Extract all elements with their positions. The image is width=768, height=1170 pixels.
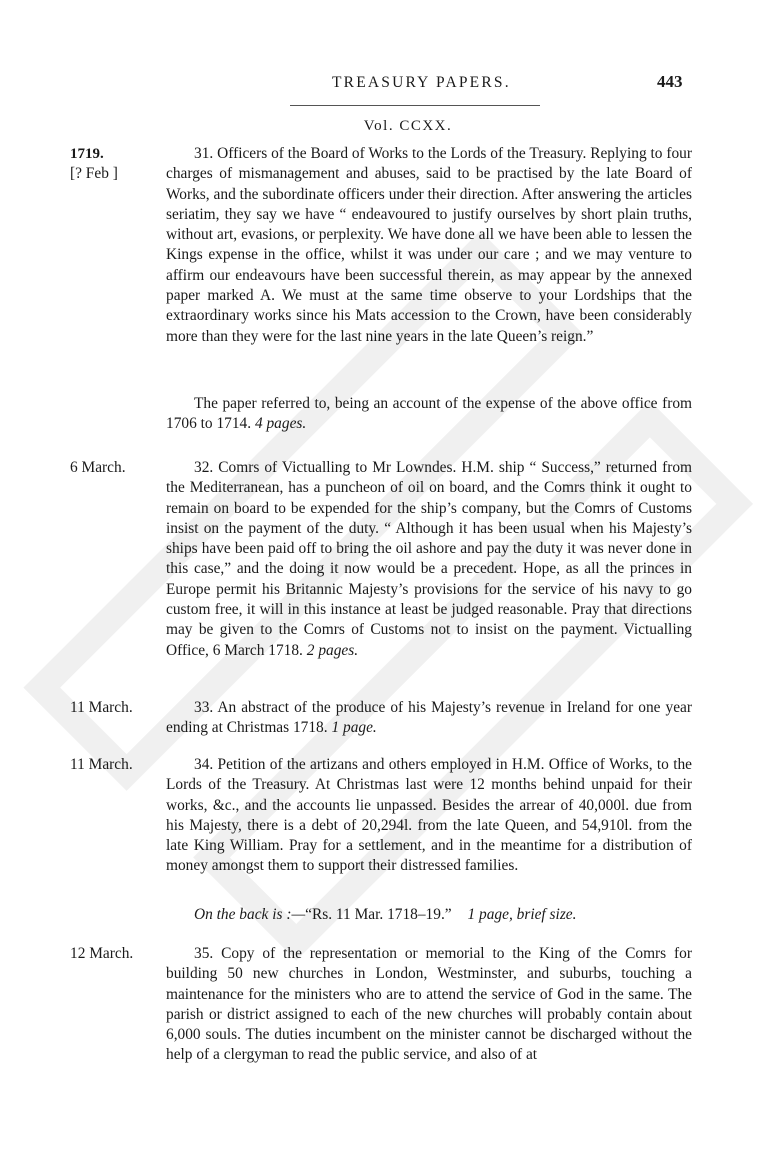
entry-date-day: [? Feb ] bbox=[70, 165, 118, 183]
page-number: 443 bbox=[657, 72, 683, 91]
entry-ref: 2 pages. bbox=[306, 641, 359, 659]
entry-note-ref: 4 pages. bbox=[254, 415, 307, 433]
page-header bbox=[0, 72, 768, 112]
entry-note-label: On the back is :— bbox=[194, 906, 306, 923]
entry-text-body: 33. An abstract of the produce of his Majesty’s revenue in Ireland for one year ending at Christmas 1718. bbox=[166, 699, 692, 737]
entry-note-ref: 1 page, brief size. bbox=[467, 906, 577, 923]
running-title: TREASURY PAPERS. bbox=[332, 74, 511, 91]
entry-date: 12 March. bbox=[70, 945, 134, 962]
entry-date: 11 March. bbox=[70, 699, 133, 716]
entry-note bbox=[166, 905, 692, 925]
entry-text: 34. Petition of the artizans and others employed in H.M. Office of Works, to the Lords of the Treasury. At Christmas last were 12 months behind unpaid for their works, &c., and the accounts lie unpassed. Besides the arrear of 40,000l. due from his Majesty, there is a debt of 20,294l. from the late Queen, and 54,910l. from the late King William. Pray for a settlement, and in the meantime for a distribution of money amongst them to support their distressed families. bbox=[166, 756, 692, 875]
entry-ref: 1 page. bbox=[331, 719, 377, 737]
entry-date: 6 March. bbox=[70, 459, 126, 476]
entry-note bbox=[166, 394, 692, 435]
entry-date bbox=[70, 144, 118, 185]
entry-note-text: “Rs. 11 Mar. 1718–19.” bbox=[305, 906, 452, 923]
entry-note-text: The paper referred to, being an account of the expense of the above office from 1706 to 1714. bbox=[166, 395, 692, 433]
entry-text: 35. Copy of the representation or memorial to the King of the Comrs for building 50 new churches in London, Westminster, and suburbs, touching a maintenance for the ministers who are to attend the service of God in the same. The parish or district assigned to each of the new churches will probably contain about 6,000 souls. The duties incumbent on the minister cannot be discharged without the help of a clergyman to read the public service, and also of at bbox=[166, 945, 692, 1064]
entry-year: 1719. bbox=[70, 146, 104, 162]
entry-text bbox=[166, 458, 692, 661]
volume-heading: Vol. CCXX. bbox=[363, 118, 453, 134]
entry-text-body: 32. Comrs of Victualling to Mr Lowndes. H.M. ship “ Success,” returned from the Mediterranean, has a puncheon of oil on board, and the Comrs think it ought to remain on board to be expended for the ship’s company, but the Comrs of Customs insist on the payment of the duty. “ Although it has been usual when his Majesty’s ships have been paid off to bring the oil ashore and pay the duty it was never done in this case,” and the doing it now would be a precedent. Hope, as all the princes in Europe permit his Britannic Majesty’s provisions for the service of his navy to go custom free, it will in this instance at least be judged reasonable. Pray that directions may be given to the Comrs of Customs not to insist on the payment. Victualling Office, 6 March 1718. bbox=[166, 459, 692, 659]
entry-text: 31. Officers of the Board of Works to the Lords of the Treasury. Replying to four charges of mismanagement and abuses, said to be practised by the late Board of Works, and the subordinate officers under their direction. After answering the articles seriatim, they say we have “ endeavoured to justify ourselves by short plain truths, without art, evasions, or perplexity. We have done all we have been able to lessen the Kings expense in the office, whilst it was under our care ; and we may venture to affirm our endeavours have been successful therein, as may appear by the annexed paper marked A. We must at the same time observe to your Lordships that the extraordinary works since his Mats accession to the Crown, have been considerably more than they were for the last nine years in the late Queen’s reign.” bbox=[166, 145, 692, 345]
header-rule bbox=[290, 105, 540, 106]
entry-date: 11 March. bbox=[70, 756, 133, 773]
entry-text bbox=[166, 698, 692, 739]
